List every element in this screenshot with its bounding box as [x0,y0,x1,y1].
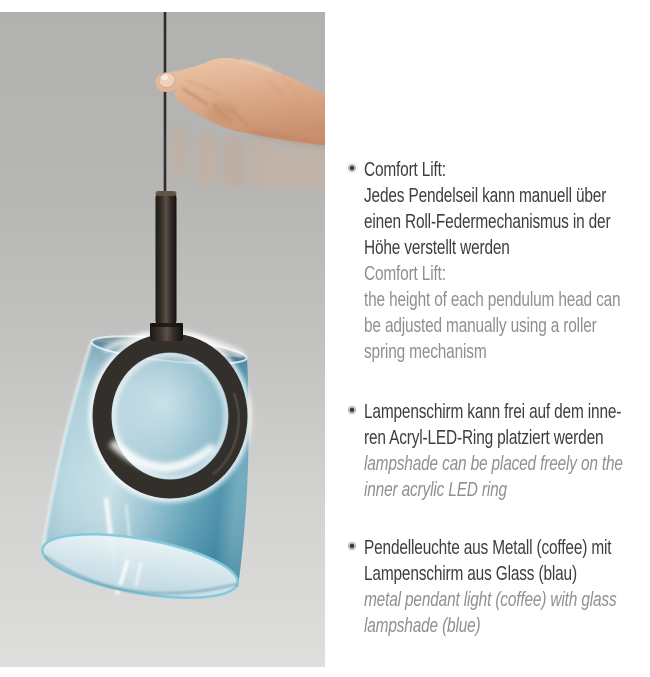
feature-en-line: metal pendant light (coffee) with glass [364,589,617,611]
feature-en-line: spring mechanism [364,341,487,363]
feature-item-comfort-lift [347,157,650,365]
feature-en-line: lampshade can be placed freely on the [364,453,623,475]
pendant-rod [150,191,183,341]
feature-de-line: einen Roll-Federmechanismus in der [364,211,611,233]
feature-de-line: Lampenschirm kann frei auf dem inne- [364,401,622,423]
feature-item-materials [347,535,650,639]
pendant-cable [164,12,167,194]
bullet-icon [348,542,356,550]
bullet-icon [348,164,356,172]
feature-en-line: be adjusted manually using a roller [364,315,597,337]
bullet-icon [348,406,356,414]
feature-de-line: Jedes Pendelseil kann manuell über [364,185,607,207]
pendant-lamp-illustration [0,12,325,667]
feature-de-line: Lampenschirm aus Glass (blau) [364,563,577,585]
feature-de-line: ren Acryl-LED-Ring platziert werden [364,427,604,449]
feature-de-line: Höhe verstellt werden [364,237,510,259]
feature-de-line: Comfort Lift: [364,159,446,181]
feature-en-line: inner acrylic LED ring [364,479,507,501]
feature-de-line: Pendelleuchte aus Metall (coffee) mit [364,537,612,559]
feature-en-line: the height of each pendulum head can [364,289,621,311]
feature-item-lampshade-placement [347,399,650,503]
product-photo [0,12,325,667]
feature-en-line: lampshade (blue) [364,615,481,637]
feature-en-line: Comfort Lift: [364,263,446,285]
